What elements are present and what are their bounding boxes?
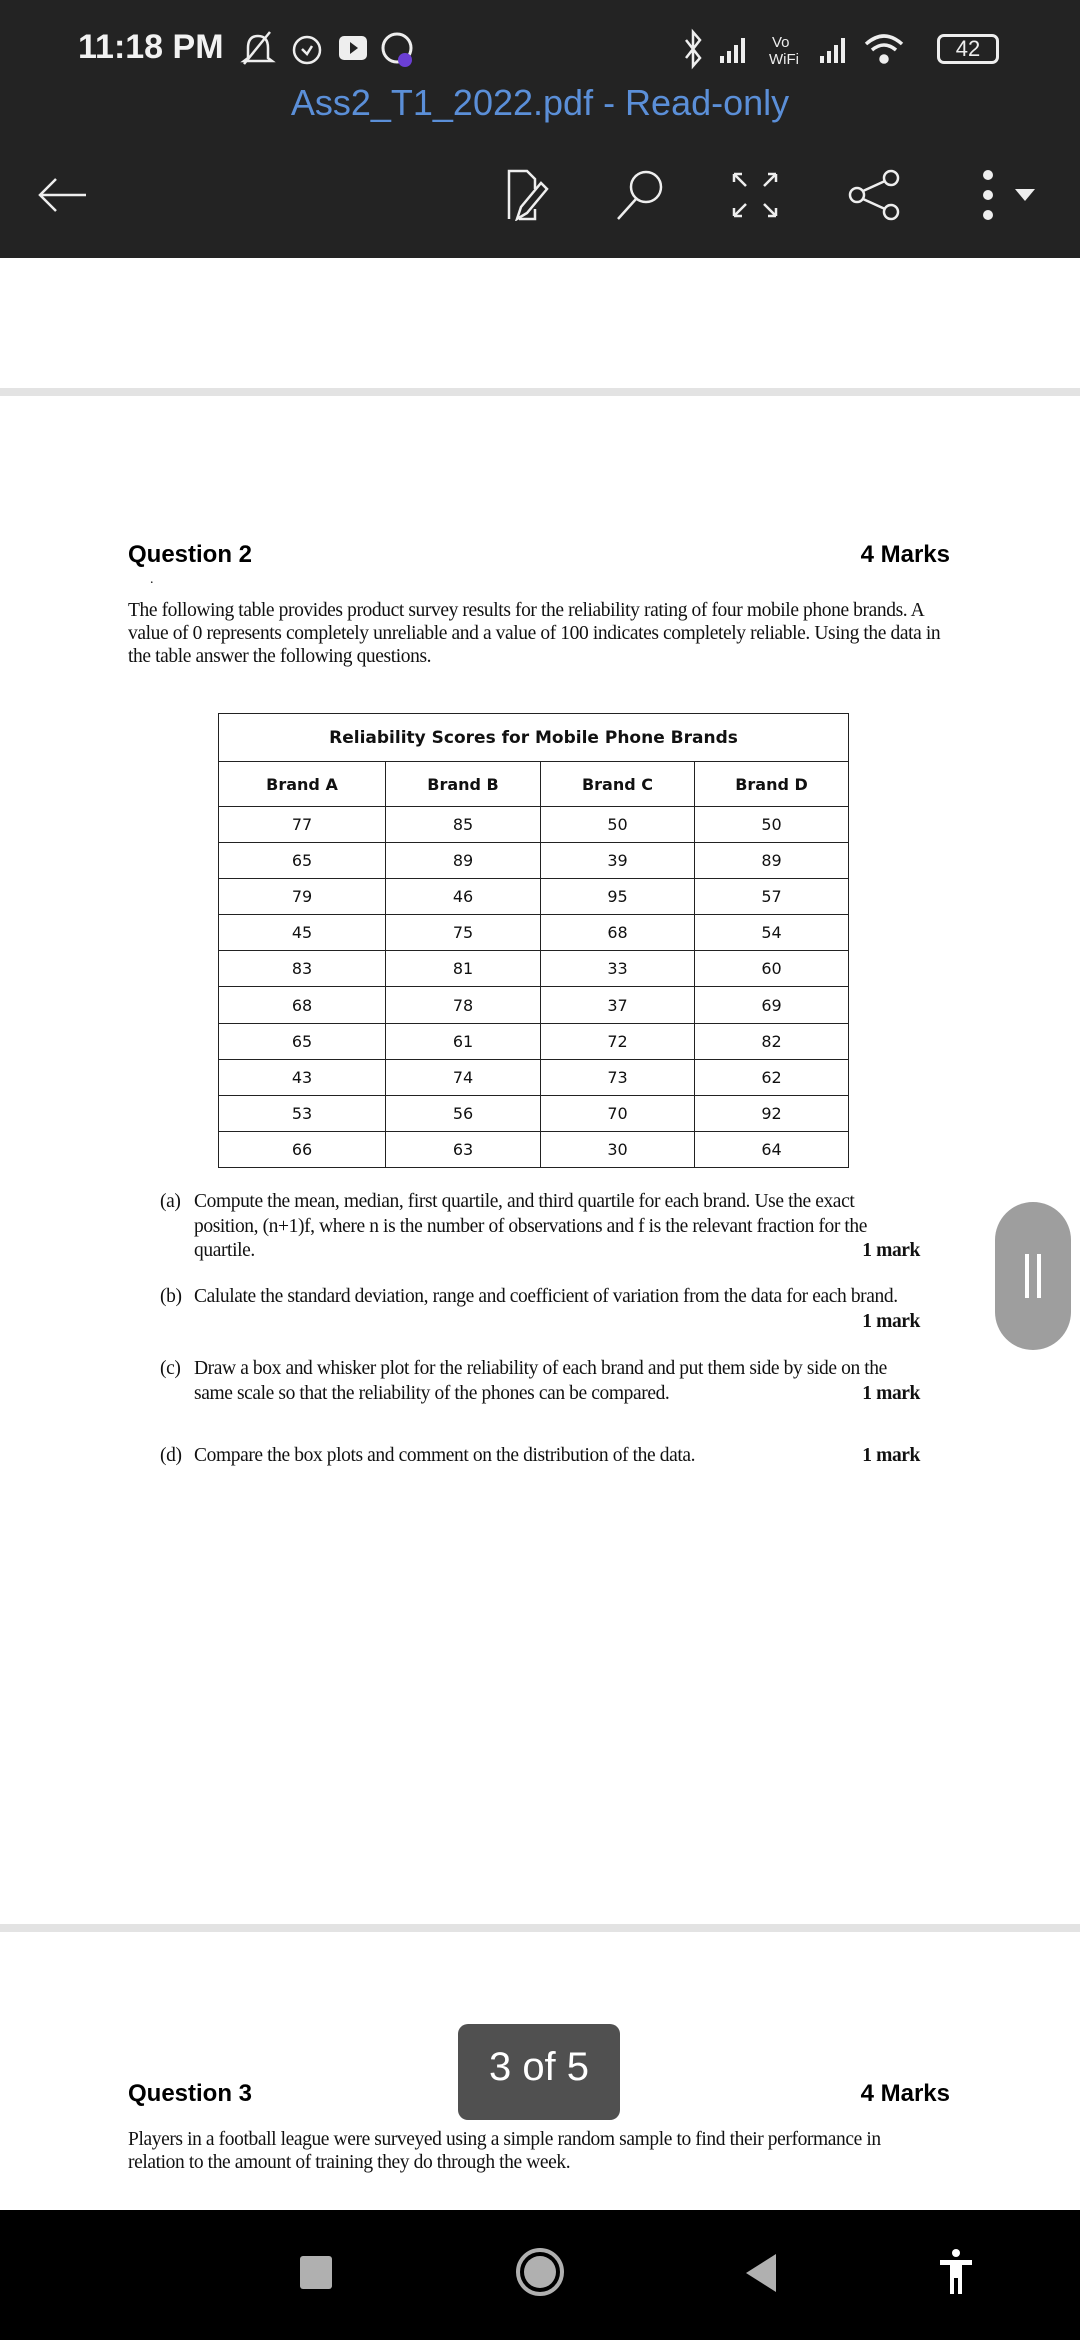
table-cell: 54 [695,915,849,951]
table-cell: 83 [219,951,386,987]
part-text: Compute the mean, median, first quartile, and third quartile for each brand. Use the exact position, (n+1)f, where n is the number of observations and f is the relevant fraction for the quartile. [194,1191,868,1261]
table-cell: 82 [695,1023,849,1059]
table-cell: 74 [386,1059,541,1095]
accessibility-icon[interactable] [938,2248,974,2298]
part-d [160,1444,920,1469]
part-mark: 1 mark [862,1310,920,1332]
svg-text:WiFi: WiFi [769,51,799,68]
table-cell: 81 [386,951,541,987]
table-cell: 78 [386,987,541,1023]
reliability-table [218,713,849,1168]
wifi-icon [866,36,902,62]
table-cell: 95 [541,879,695,915]
search-button[interactable] [610,165,670,225]
table-cell: 30 [541,1131,695,1167]
table-cell: 66 [219,1131,386,1167]
table-cell: 39 [541,843,695,879]
document-title: Ass2_T1_2022.pdf - Read-only [290,82,790,123]
status-time: 11:18 PM [78,28,224,66]
table-cell: 43 [219,1059,386,1095]
back-arrow-icon [34,175,90,215]
mute-icon [244,32,272,64]
part-label: (b) [160,1286,182,1307]
part-mark: 1 mark [862,1240,920,1261]
question2-intro: The following table provides product survey results for the reliability rating of four mobile phone brands. A value of 0 represents completely unreliable and a value of 100 indicates completely reliable. Using the data in the table answer the following questions. [128,600,941,667]
header-brand-b: Brand B [386,762,541,807]
table-cell: 64 [695,1131,849,1167]
bluetooth-icon [686,32,700,66]
table-cell: 61 [386,1023,541,1059]
battery-icon: 42 [937,34,999,64]
table-row [219,1023,849,1059]
edit-icon [501,169,551,221]
signal-icon [720,38,745,63]
whatsapp-icon [383,34,412,67]
more-options-button[interactable] [960,165,1040,225]
table-title: Reliability Scores for Mobile Phone Brands [219,714,849,762]
table-cell: 69 [695,987,849,1023]
part-text: Draw a box and whisker plot for the reliability of each brand and put them side by side on the same scale so that the reliability of the phones can be compared. [194,1358,887,1404]
table-cell: 89 [695,843,849,879]
part-label: (c) [160,1358,181,1379]
grip-icon [995,1202,1071,1350]
table-cell: 50 [541,807,695,843]
table-cell: 50 [695,807,849,843]
part-a [160,1190,920,1264]
table-cell: 65 [219,843,386,879]
table-cell: 79 [219,879,386,915]
table-cell: 56 [386,1095,541,1131]
table-row [219,807,849,843]
share-icon [847,169,903,221]
question2-marks: 4 Marks [860,541,950,568]
part-label: (d) [160,1445,182,1466]
header-brand-a: Brand A [219,762,386,807]
table-cell: 68 [541,915,695,951]
question3-title: Question 3 [128,2080,253,2107]
share-button[interactable] [845,165,905,225]
page-divider [0,1924,1080,1932]
part-b [160,1285,920,1334]
table-cell: 68 [219,987,386,1023]
page-divider [0,388,1080,396]
table-cell: 45 [219,915,386,951]
table-row [219,915,849,951]
fast-scroll-handle[interactable] [995,1202,1071,1350]
page-counter: 3 of 5 [458,2024,620,2120]
part-c [160,1357,920,1406]
table-row [219,1131,849,1167]
table-cell: 63 [386,1131,541,1167]
table-cell: 65 [219,1023,386,1059]
table-cell: 77 [219,807,386,843]
table-row [219,987,849,1023]
more-icon [960,169,1040,221]
vowifi-icon: Vo [772,34,790,51]
question3-marks: 4 Marks [860,2080,950,2107]
table-row [219,843,849,879]
header-brand-c: Brand C [541,762,695,807]
table-cell: 70 [541,1095,695,1131]
back-nav-button[interactable] [742,2252,778,2294]
search-icon [612,169,668,221]
table-header-row [219,762,849,807]
table-cell: 92 [695,1095,849,1131]
table-cell: 53 [219,1095,386,1131]
edit-button[interactable] [496,165,556,225]
table-cell: 72 [541,1023,695,1059]
signal-icon [820,38,845,63]
top-bar [0,0,1080,258]
table-cell: 89 [386,843,541,879]
part-text: Compare the box plots and comment on the distribution of the data. [194,1445,696,1466]
table-cell: 37 [541,987,695,1023]
table-cell: 60 [695,951,849,987]
table-cell: 73 [541,1059,695,1095]
table-cell: 33 [541,951,695,987]
question2-title: Question 2 [128,541,253,568]
table-row [219,1095,849,1131]
part-text: Calulate the standard deviation, range and coefficient of variation from the data for each brand. [194,1286,898,1307]
system-icons [680,28,930,72]
table-row [219,1059,849,1095]
alarm-icon [294,37,320,63]
fullscreen-icon [730,170,780,220]
home-button[interactable] [514,2246,566,2298]
table-cell: 85 [386,807,541,843]
table-row [219,879,849,915]
header-brand-d: Brand D [695,762,849,807]
table-cell: 75 [386,915,541,951]
part-mark: 1 mark [862,1382,920,1404]
navigation-bar [0,2210,1080,2340]
notification-icons [240,30,430,70]
stray-dot: . [150,572,154,587]
part-mark: 1 mark [862,1445,920,1466]
table-row [219,951,849,987]
recents-button[interactable] [300,2256,332,2289]
table-cell: 62 [695,1059,849,1095]
question3-intro: Players in a football league were surveyed using a simple random sample to find their performance in relation to the amount of training they do through the week. [128,2129,881,2173]
part-label: (a) [160,1191,181,1212]
table-cell: 46 [386,879,541,915]
table-cell: 57 [695,879,849,915]
fullscreen-button[interactable] [725,165,785,225]
back-button[interactable] [32,165,92,225]
